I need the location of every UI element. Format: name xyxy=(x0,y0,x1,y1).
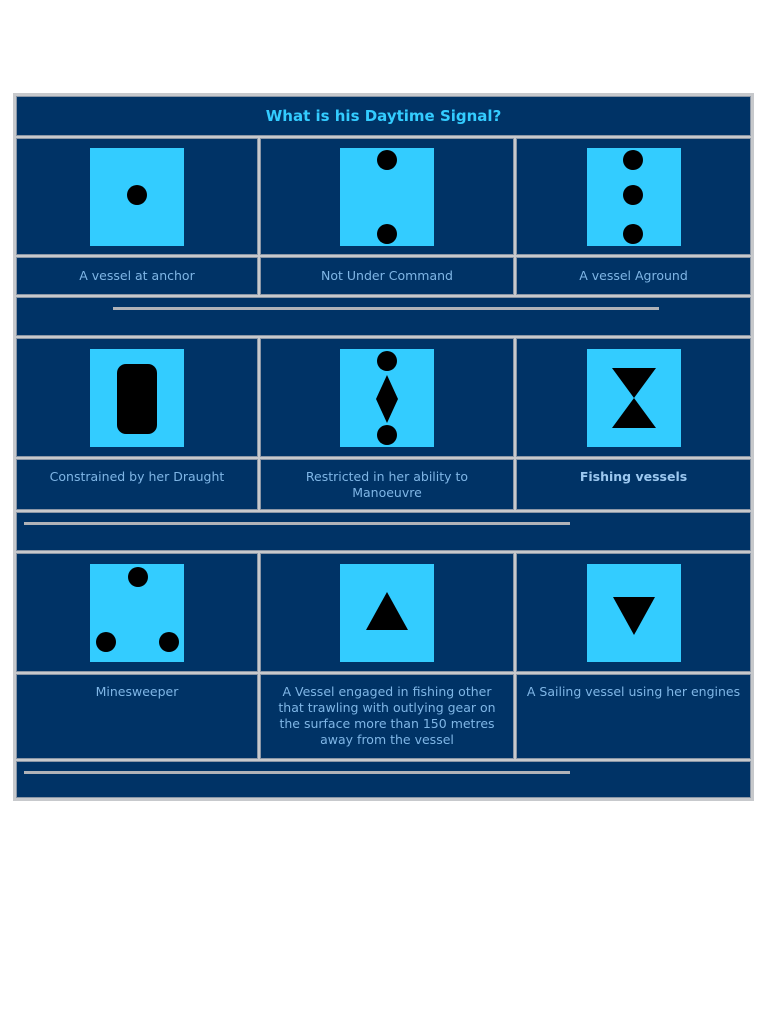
signal-cell-anchor xyxy=(16,138,258,255)
horizontal-rule xyxy=(113,307,659,310)
separator-row xyxy=(16,761,751,798)
two-balls-icon xyxy=(340,148,434,246)
signal-table xyxy=(13,93,754,801)
ball-diamond-ball-icon xyxy=(340,349,434,447)
signal-label: Not Under Command xyxy=(260,257,514,295)
signal-cell-sailing-with-engines xyxy=(516,553,751,672)
signal-cell-restricted xyxy=(260,338,514,457)
signal-label: Restricted in her ability to Manoeuvre xyxy=(260,459,514,510)
signal-cell-minesweeper xyxy=(16,553,258,672)
signal-cell-fishing-outlying-gear xyxy=(260,553,514,672)
signal-cell-constrained xyxy=(16,338,258,457)
cylinder-icon xyxy=(90,349,184,447)
signal-label: Fishing vessels xyxy=(516,459,751,510)
horizontal-rule xyxy=(24,522,570,525)
signal-label: A Sailing vessel using her engines xyxy=(516,674,751,759)
three-balls-icon xyxy=(587,148,681,246)
signal-cell-not-under-command xyxy=(260,138,514,255)
horizontal-rule xyxy=(24,771,570,774)
signal-label: A vessel Aground xyxy=(516,257,751,295)
signal-cell-aground xyxy=(516,138,751,255)
table-title: What is his Daytime Signal? xyxy=(16,96,751,136)
one-ball-icon xyxy=(90,148,184,246)
signal-label: A Vessel engaged in fishing other that trawling with outlying gear on the surface more than 150 metres away from the vessel xyxy=(260,674,514,759)
signal-label: A vessel at anchor xyxy=(16,257,258,295)
separator-row xyxy=(16,297,751,336)
three-balls-triangle-icon xyxy=(90,564,184,662)
signal-label: Minesweeper xyxy=(16,674,258,759)
signal-cell-fishing xyxy=(516,338,751,457)
separator-row xyxy=(16,512,751,551)
cone-point-up-icon xyxy=(340,564,434,662)
cone-point-down-icon xyxy=(587,564,681,662)
two-cones-points-together-icon xyxy=(587,349,681,447)
signal-label: Constrained by her Draught xyxy=(16,459,258,510)
